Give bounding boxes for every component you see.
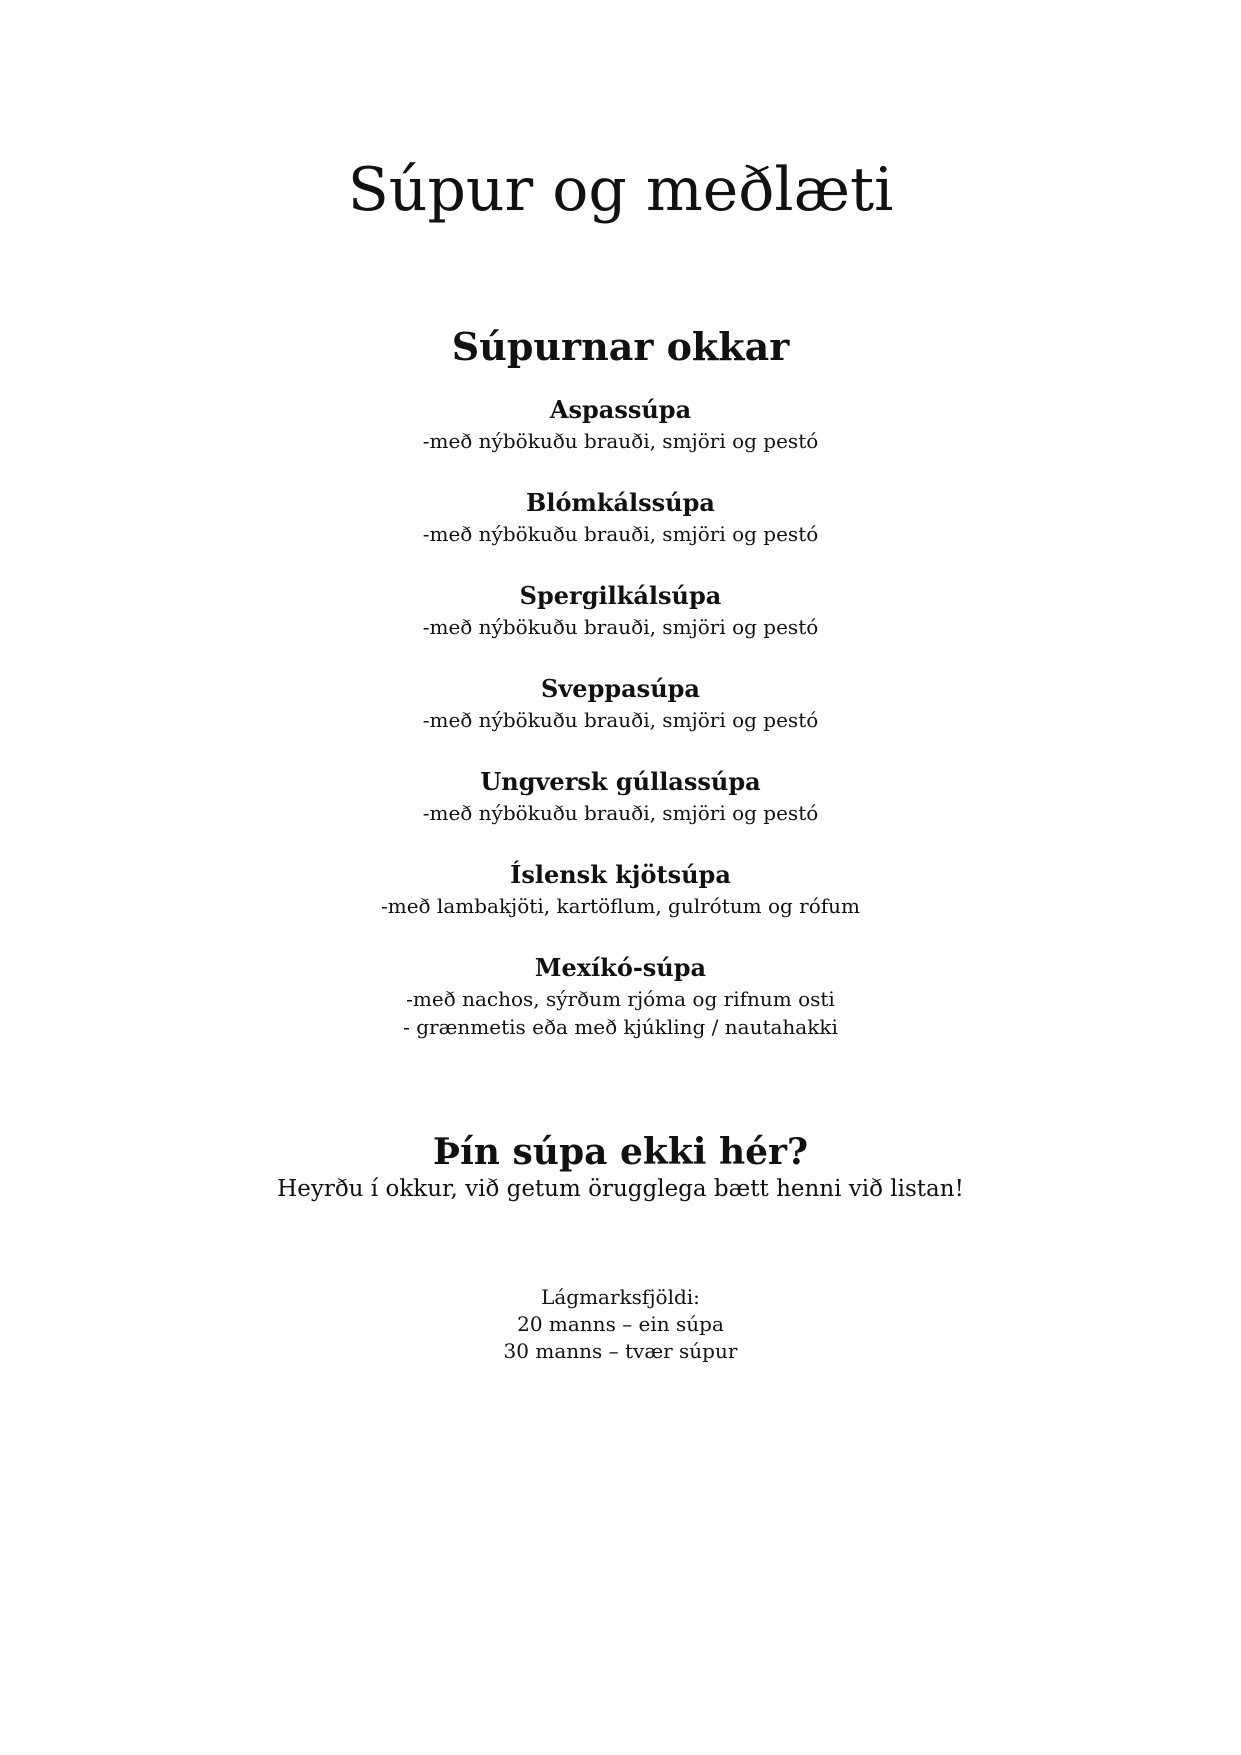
soup-description: -með nýbökuðu brauði, smjöri og pestó bbox=[422, 522, 819, 546]
soup-item bbox=[0, 486, 1241, 579]
callout-text: Heyrðu í okkur, við getum örugglega bætt henni við listan! bbox=[277, 1176, 964, 1202]
soup-name: Íslensk kjötsúpa bbox=[510, 860, 731, 889]
minimum-order-info bbox=[0, 1284, 1241, 1365]
minimum-line: 30 manns – tvær súpur bbox=[503, 1339, 738, 1363]
soup-description: -með lambakjöti, kartöflum, gulrótum og rófum bbox=[380, 894, 861, 918]
soup-description: -með nýbökuðu brauði, smjöri og pestó bbox=[422, 708, 819, 732]
soup-item bbox=[0, 393, 1241, 486]
minimum-line: 20 manns – ein súpa bbox=[517, 1312, 724, 1336]
soup-item bbox=[0, 765, 1241, 858]
soup-list bbox=[0, 393, 1241, 1044]
soup-description: -með nachos, sýrðum rjóma og rifnum osti bbox=[406, 987, 835, 1011]
soup-name: Spergilkálsúpa bbox=[519, 581, 722, 610]
soup-description: -með nýbökuðu brauði, smjöri og pestó bbox=[422, 801, 819, 825]
soup-name: Blómkálssúpa bbox=[526, 488, 715, 517]
soup-item bbox=[0, 579, 1241, 672]
soup-description: -með nýbökuðu brauði, smjöri og pestó bbox=[422, 429, 819, 453]
soup-item bbox=[0, 672, 1241, 765]
soup-name: Ungversk gúllassúpa bbox=[480, 767, 761, 796]
soup-description: -með nýbökuðu brauði, smjöri og pestó bbox=[422, 615, 819, 639]
soup-name: Mexíkó-súpa bbox=[534, 953, 707, 982]
soup-name: Aspassúpa bbox=[549, 395, 692, 424]
soup-item bbox=[0, 951, 1241, 1044]
minimum-label: Lágmarksfjöldi: bbox=[541, 1285, 700, 1309]
soup-name: Sveppasúpa bbox=[541, 674, 700, 703]
section-heading: Súpurnar okkar bbox=[451, 324, 790, 369]
page-title: Súpur og meðlæti bbox=[347, 155, 894, 225]
callout-heading: Þín súpa ekki hér? bbox=[432, 1131, 809, 1173]
soup-description-extra: - grænmetis eða með kjúkling / nautahakki bbox=[403, 1015, 838, 1039]
soup-item bbox=[0, 858, 1241, 951]
